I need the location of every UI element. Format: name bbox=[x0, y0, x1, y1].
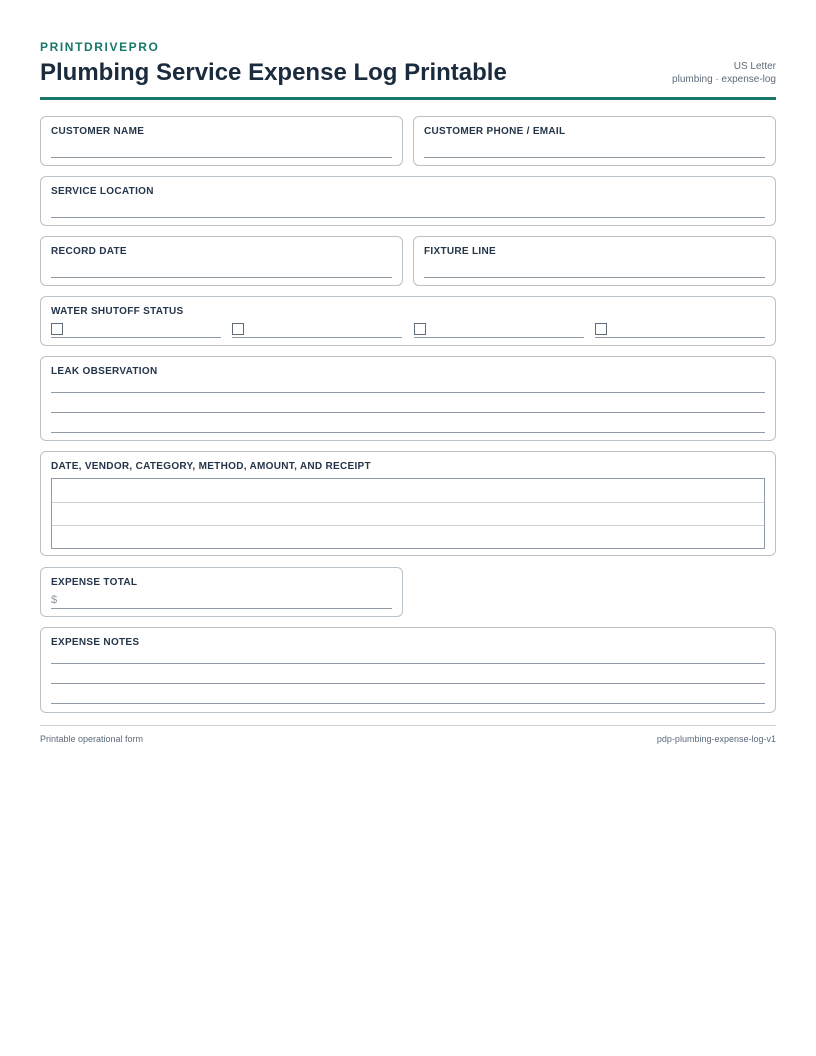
expense-notes-line-3[interactable] bbox=[51, 703, 765, 704]
water-shutoff-label: WATER SHUTOFF STATUS bbox=[51, 306, 184, 317]
customer-name-input-line[interactable] bbox=[51, 157, 392, 158]
leak-observation-line-3[interactable] bbox=[51, 432, 765, 433]
service-location-label: SERVICE LOCATION bbox=[51, 186, 154, 197]
expense-total-label: EXPENSE TOTAL bbox=[51, 577, 138, 588]
paper-size: US Letter bbox=[733, 61, 776, 72]
footer-form-id: pdp-plumbing-expense-log-v1 bbox=[656, 734, 776, 744]
footer-divider bbox=[40, 725, 776, 726]
expense-table-row-divider-1 bbox=[52, 502, 764, 503]
expense-notes-card bbox=[40, 627, 776, 713]
record-date-label: RECORD DATE bbox=[51, 246, 127, 257]
fixture-line-label: FIXTURE LINE bbox=[424, 246, 496, 257]
footer-description: Printable operational form bbox=[40, 734, 144, 744]
record-date-input-line[interactable] bbox=[51, 277, 392, 278]
expense-table bbox=[51, 478, 765, 549]
leak-observation-label: LEAK OBSERVATION bbox=[51, 366, 158, 377]
page-title: Plumbing Service Expense Log Printable bbox=[40, 59, 507, 86]
document-tags: plumbing · expense-log bbox=[672, 74, 776, 85]
shutoff-option-2 bbox=[232, 323, 402, 338]
fixture-line-card bbox=[413, 236, 776, 286]
leak-observation-line-2[interactable] bbox=[51, 412, 765, 413]
shutoff-option-line-3[interactable] bbox=[414, 337, 584, 338]
currency-prefix: $ bbox=[51, 594, 58, 606]
leak-observation-card bbox=[40, 356, 776, 441]
customer-contact-input-line[interactable] bbox=[424, 157, 765, 158]
shutoff-checkbox-2[interactable] bbox=[232, 323, 244, 335]
record-date-card bbox=[40, 236, 403, 286]
service-location-input-line[interactable] bbox=[51, 217, 765, 218]
customer-contact-card bbox=[413, 116, 776, 166]
leak-observation-line-1[interactable] bbox=[51, 392, 765, 393]
fixture-line-input-line[interactable] bbox=[424, 277, 765, 278]
shutoff-option-line-1[interactable] bbox=[51, 337, 221, 338]
shutoff-checkbox-1[interactable] bbox=[51, 323, 63, 335]
expense-table-card bbox=[40, 451, 776, 556]
expense-total-input-line[interactable] bbox=[51, 608, 392, 609]
expense-notes-label: EXPENSE NOTES bbox=[51, 637, 140, 648]
expense-table-row-divider-2 bbox=[52, 525, 764, 526]
shutoff-option-3 bbox=[414, 323, 584, 338]
expense-notes-line-2[interactable] bbox=[51, 683, 765, 684]
service-location-card bbox=[40, 176, 776, 226]
shutoff-option-line-4[interactable] bbox=[595, 337, 765, 338]
expense-notes-line-1[interactable] bbox=[51, 663, 765, 664]
expense-table-label: DATE, VENDOR, CATEGORY, METHOD, AMOUNT, AND RECEIPT bbox=[51, 461, 371, 472]
document-meta bbox=[672, 60, 776, 86]
shutoff-option-line-2[interactable] bbox=[232, 337, 402, 338]
water-shutoff-card bbox=[40, 296, 776, 346]
shutoff-option-4 bbox=[595, 323, 765, 338]
customer-name-label: CUSTOMER NAME bbox=[51, 126, 145, 137]
expense-total-card bbox=[40, 567, 403, 617]
customer-name-card bbox=[40, 116, 403, 166]
shutoff-checkbox-3[interactable] bbox=[414, 323, 426, 335]
brand-name: PRINTDRIVEPRO bbox=[40, 40, 160, 54]
shutoff-checkbox-4[interactable] bbox=[595, 323, 607, 335]
header-divider bbox=[40, 97, 776, 100]
customer-contact-label: CUSTOMER PHONE / EMAIL bbox=[424, 126, 566, 137]
shutoff-option-1 bbox=[51, 323, 221, 338]
